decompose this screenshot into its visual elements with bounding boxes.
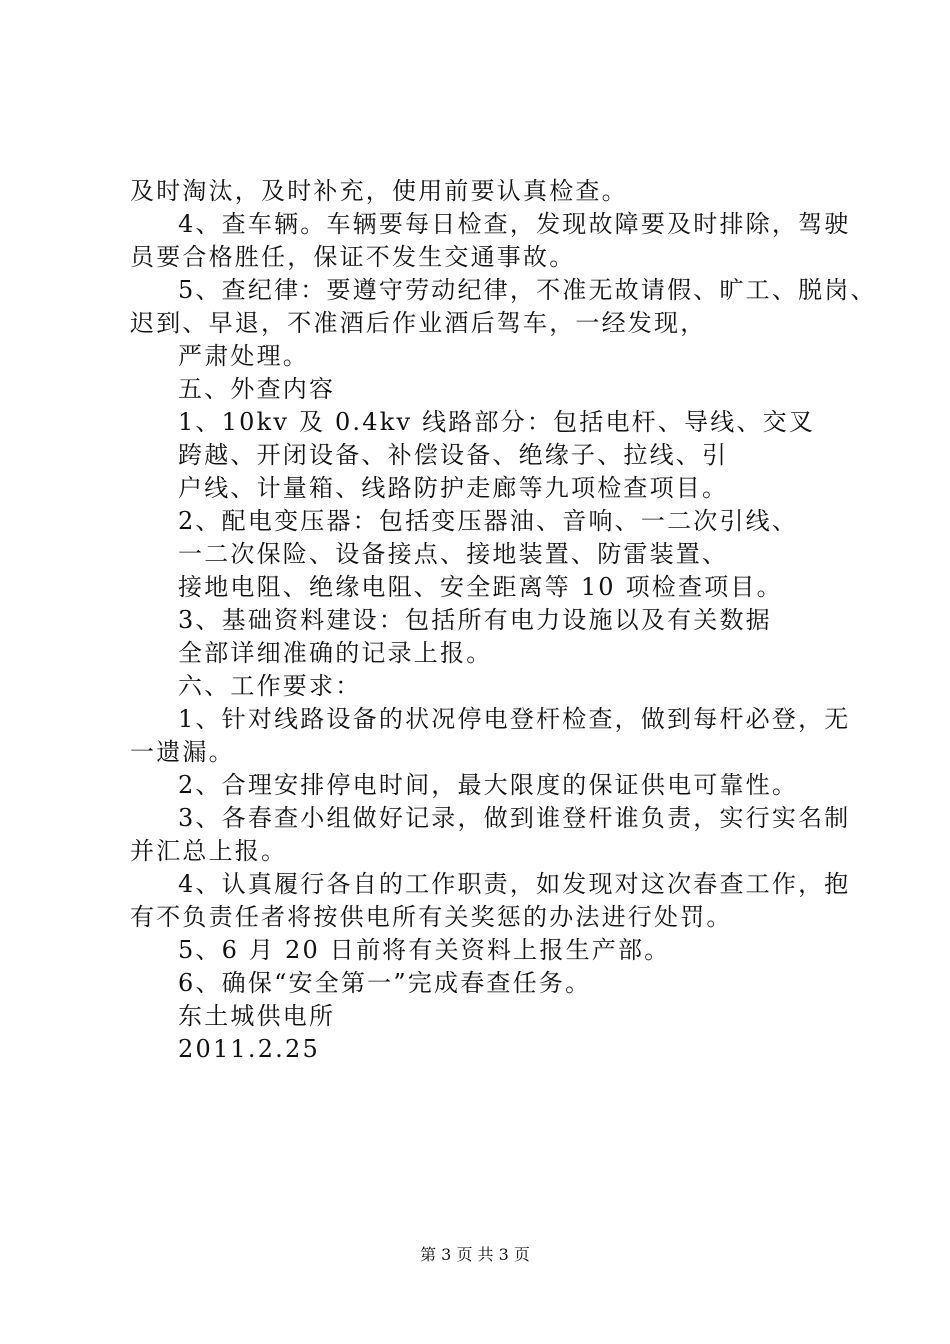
text-line: 户线、计量箱、线路防护走廊等九项检查项目。 — [178, 474, 729, 502]
text-line: 4、查车辆。车辆要每日检查，发现故障要及时排除，驾驶 — [178, 210, 851, 238]
text-line: 一遗漏。 — [130, 738, 235, 766]
text-line: 严肃处理。 — [178, 342, 309, 370]
text-line: 跨越、开闭设备、补偿设备、绝缘子、拉线、引 — [178, 441, 729, 469]
text-line: 全部详细准确的记录上报。 — [178, 639, 493, 667]
text-line: 有不负责任者将按供电所有关奖惩的办法进行处罚。 — [130, 903, 733, 931]
page-number-footer: 第 3 页 共 3 页 — [420, 1245, 530, 1264]
text-line: 员要合格胜任，保证不发生交通事故。 — [130, 243, 576, 271]
signature-date: 2011.2.25 — [178, 1035, 320, 1063]
text-line: 1、10kv 及 0.4kv 线路部分：包括电杆、导线、交叉 — [178, 408, 816, 436]
text-line: 3、基础资料建设：包括所有电力设施以及有关数据 — [178, 606, 772, 634]
text-line: 5、查纪律：要遵守劳动纪律，不准无故请假、旷工、脱岗、 — [178, 276, 877, 304]
text-line: 迟到、早退，不准酒后作业酒后驾车，一经发现， — [130, 309, 707, 337]
text-line: 并汇总上报。 — [130, 837, 288, 865]
text-line: 4、认真履行各自的工作职责，如发现对这次春查工作，抱 — [178, 870, 851, 898]
section-heading: 六、工作要求： — [178, 672, 362, 700]
text-line: 3、各春查小组做好记录，做到谁登杆谁负责，实行实名制 — [178, 804, 851, 832]
text-line: 5、6 月 20 日前将有关资料上报生产部。 — [178, 936, 671, 964]
text-line: 一二次保险、设备接点、接地装置、防雷装置、 — [178, 540, 729, 568]
signature-organization: 东土城供电所 — [178, 1002, 336, 1030]
text-line: 6、确保“安全第一”完成春查任务。 — [178, 969, 592, 997]
text-line: 2、配电变压器：包括变压器油、音响、一二次引线、 — [178, 507, 799, 535]
text-line: 及时淘汰，及时补充，使用前要认真检查。 — [130, 177, 628, 205]
text-line: 1、针对线路设备的状况停电登杆检查，做到每杆必登，无 — [178, 705, 851, 733]
section-heading: 五、外查内容 — [178, 375, 336, 403]
text-line: 2、合理安排停电时间，最大限度的保证供电可靠性。 — [178, 771, 799, 799]
text-line: 接地电阻、绝缘电阻、安全距离等 10 项检查项目。 — [178, 573, 783, 601]
